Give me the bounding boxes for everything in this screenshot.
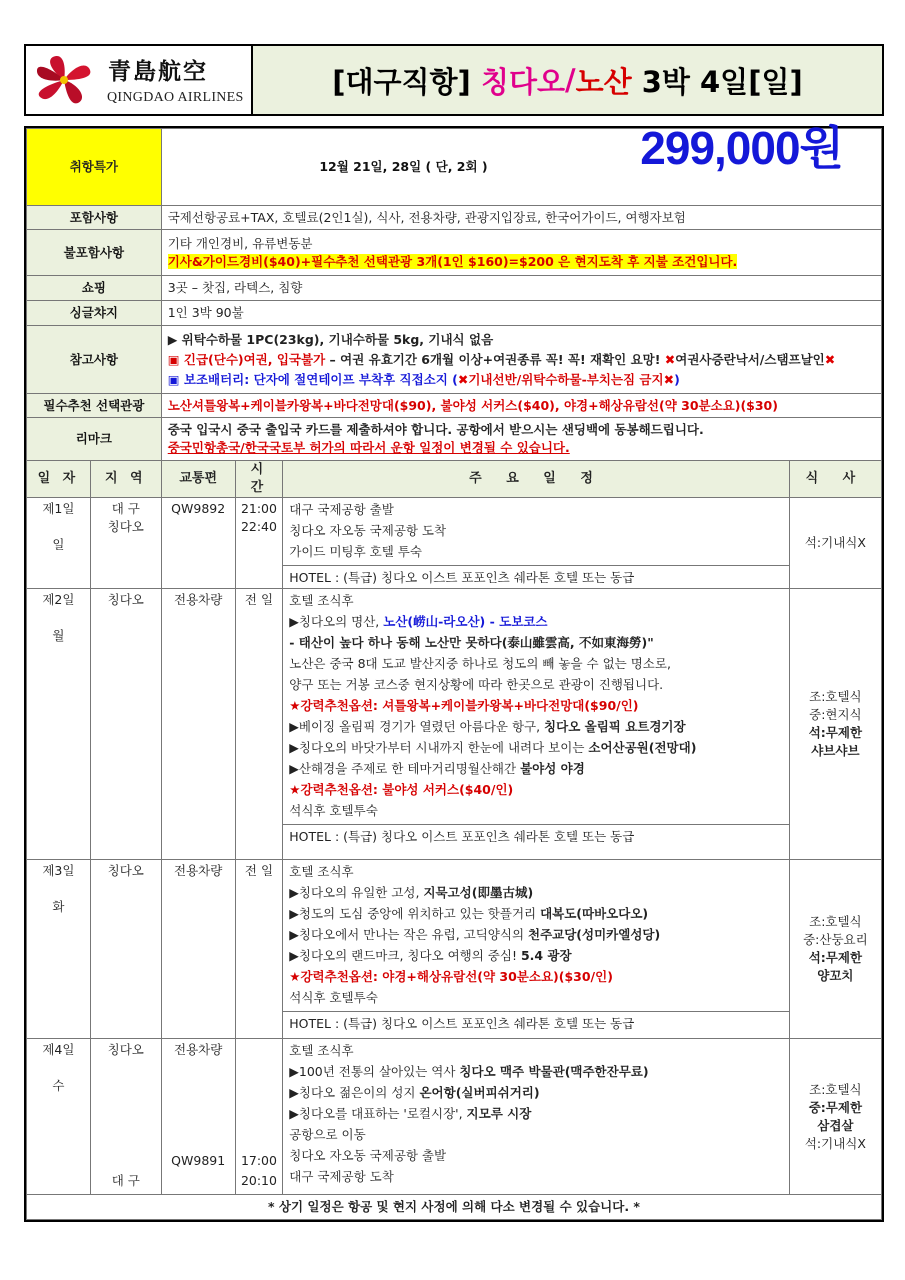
transport-type: 전용차량 bbox=[174, 1042, 223, 1057]
schedule-line bbox=[289, 758, 783, 779]
hotel-line: HOTEL : (특급) 칭다오 이스트 포포인츠 쉐라톤 호텔 또는 동급 bbox=[283, 824, 789, 847]
region-cell bbox=[90, 589, 161, 860]
day-cell bbox=[27, 860, 91, 1039]
schedule-highlight: 소어산공원(전망대) bbox=[588, 740, 697, 755]
time-value: 전 일 bbox=[244, 863, 274, 878]
depart-time: 21:00 bbox=[240, 501, 277, 516]
schedule-text: ▶칭다오의 명산, bbox=[289, 614, 384, 629]
schedule-text: ▶칭다오에서 만나는 작은 유럽, 고딕양식의 bbox=[289, 927, 528, 942]
schedule-line bbox=[289, 1103, 783, 1124]
title-suffix: 3박 4일[일] bbox=[641, 64, 803, 99]
meal-lunch: 중:현지식 bbox=[809, 707, 862, 722]
flower-logo-icon bbox=[34, 54, 94, 106]
remark-label: 리마크 bbox=[27, 418, 162, 461]
schedule-line: 가이드 미팅후 호텔 투숙 bbox=[289, 544, 422, 559]
meal-breakfast: 조:호텔식 bbox=[809, 914, 862, 929]
remark-line1: 중국 입국시 중국 출입국 카드를 제출하셔야 합니다. 공항에서 받으시는 샌딩백에 동봉해드립니다. bbox=[167, 422, 704, 437]
meal-lunch: 중:산둥요리 bbox=[803, 932, 868, 947]
header bbox=[24, 44, 884, 116]
logo-english-text: QINGDAO AIRLINES bbox=[107, 90, 244, 105]
arrive-time: 22:40 bbox=[240, 519, 277, 534]
option-line: ★강력추천옵션: 불야성 서커스($40/인) bbox=[289, 782, 514, 797]
day-number: 제3일 bbox=[42, 863, 75, 878]
shopping-text: 3곳 – 찻집, 라텍스, 침향 bbox=[161, 276, 881, 301]
notes-line3-warning: 기내선반/위탁수하물-부치는짐 금지 bbox=[468, 371, 664, 387]
schedule-line bbox=[289, 716, 783, 737]
optional-tour-row bbox=[27, 394, 882, 418]
x-mark-icon: ✖ bbox=[664, 351, 676, 367]
title-slash: / bbox=[564, 63, 576, 97]
schedule-line: 석식후 호텔투숙 bbox=[289, 990, 378, 1005]
single-charge-label: 싱글챠지 bbox=[27, 301, 162, 326]
notes-line3 bbox=[168, 370, 875, 390]
meal-cell bbox=[789, 1039, 881, 1195]
day-cell bbox=[27, 1039, 91, 1195]
x-mark-icon: ✖ bbox=[457, 371, 469, 387]
schedule-highlight: 지모루 시장 bbox=[466, 1106, 532, 1121]
day-number: 제1일 bbox=[42, 501, 75, 516]
exclude-row bbox=[27, 230, 882, 276]
schedule-header-row bbox=[27, 461, 882, 498]
transport-type: 전용차량 bbox=[174, 863, 223, 878]
option-line: ★강력추천옵션: 셔틀왕복+케이블카왕복+바다전망대($90/인) bbox=[289, 698, 639, 713]
schedule-highlight: 노산(崂山-라오산) - 도보코스 bbox=[383, 614, 548, 629]
meal-lunch-detail: 삼겹살 bbox=[817, 1117, 854, 1133]
flight-number: QW9891 bbox=[171, 1153, 226, 1168]
schedule-text: ▶칭다오의 바닷가부터 시내까지 한눈에 내려다 보이는 bbox=[289, 740, 589, 755]
schedule-cell bbox=[283, 498, 790, 589]
schedule-cell bbox=[283, 860, 790, 1039]
day-weekday: 수 bbox=[52, 1078, 65, 1093]
page-title bbox=[253, 46, 882, 114]
remark-cell bbox=[161, 418, 881, 461]
meal-cell bbox=[789, 498, 881, 589]
shopping-row bbox=[27, 276, 882, 301]
schedule-line bbox=[289, 903, 783, 924]
schedule-line: 대구 국제공항 출발 bbox=[289, 502, 394, 517]
schedule-text: ▶칭다오 젊은이의 성지 bbox=[289, 1085, 420, 1100]
notes-line2-warning: ▣ 긴급(단수)여권, 입국불가 bbox=[167, 351, 326, 367]
day-number: 제4일 bbox=[42, 1042, 75, 1057]
time-value: 전 일 bbox=[244, 592, 274, 607]
region-name: 칭다오 bbox=[107, 592, 144, 607]
day-cell bbox=[27, 498, 91, 589]
exclude-line2: 기사&가이드경비($40)+필수추천 선택관광 3개(1인 $160)=$200 은 현지도착 후 지불 조건입니다. bbox=[167, 253, 738, 269]
col-schedule: 주 요 일 정 bbox=[283, 461, 790, 498]
flight-number: QW9892 bbox=[171, 501, 226, 516]
day-row-2 bbox=[27, 589, 882, 860]
meal-dinner: 석:무제한 bbox=[808, 725, 863, 740]
airline-logo bbox=[26, 46, 253, 114]
meal-lunch: 중:무제한 bbox=[808, 1099, 863, 1115]
schedule-line: 대구 국제공항 도착 bbox=[289, 1169, 394, 1184]
notes-line3-close: ) bbox=[674, 371, 680, 387]
schedule-line: 공항으로 이동 bbox=[289, 1127, 366, 1142]
special-row bbox=[27, 129, 882, 206]
schedule-line: 칭다오 자오동 국제공항 출발 bbox=[289, 1148, 447, 1163]
special-dates: 12월 21일, 28일 ( 단, 2회 ) bbox=[161, 129, 789, 206]
transport-cell bbox=[161, 498, 235, 589]
x-mark-icon: ✖ bbox=[663, 371, 675, 387]
special-price-cell bbox=[640, 122, 881, 206]
meal-dinner-detail: 양꼬치 bbox=[817, 968, 854, 983]
notes-line2-text: – 여권 유효기간 6개월 이상+여권종류 꼭! 꼭! 재확인 요망! bbox=[325, 351, 665, 367]
schedule-text: ▶칭다오를 대표하는 '로컬시장', bbox=[289, 1106, 467, 1121]
schedule-highlight: 5.4 광장 bbox=[520, 948, 572, 963]
schedule-text: ▶칭다오의 유일한 고성, bbox=[289, 885, 424, 900]
region-from: 대 구 bbox=[111, 501, 140, 516]
transport-cell bbox=[161, 860, 235, 1039]
notes-line2 bbox=[168, 350, 875, 370]
time-cell bbox=[235, 1039, 283, 1195]
day-weekday: 화 bbox=[52, 899, 65, 914]
special-price: 299,000원 bbox=[640, 122, 843, 174]
col-region: 지 역 bbox=[90, 461, 161, 498]
region-cell bbox=[90, 1039, 161, 1195]
day-number: 제2일 bbox=[42, 592, 75, 607]
exclude-line1: 기타 개인경비, 유류변동분 bbox=[167, 235, 313, 251]
single-charge-row bbox=[27, 301, 882, 326]
schedule-highlight: 불야성 야경 bbox=[520, 761, 585, 776]
notes-row bbox=[27, 326, 882, 394]
schedule-line: - 태산이 높다 하나 동해 노산만 못하다(泰山雖雲高, 不如東海勞)" bbox=[289, 635, 654, 650]
schedule-highlight: 칭다오 올림픽 요트경기장 bbox=[544, 719, 686, 734]
hotel-line: HOTEL : (특급) 칭다오 이스트 포포인츠 쉐라톤 호텔 또는 동급 bbox=[283, 1011, 789, 1034]
schedule-line: 칭다오 자오동 국제공항 도착 bbox=[289, 523, 447, 538]
schedule-text: ▶베이징 올림픽 경기가 열렸던 아름다운 항구, bbox=[289, 719, 545, 734]
time-cell bbox=[235, 589, 283, 860]
schedule-text: ▶100년 전통의 살아있는 역사 bbox=[289, 1064, 460, 1079]
day-row-4 bbox=[27, 1039, 882, 1195]
region-cell bbox=[90, 498, 161, 589]
transport-type: 전용차량 bbox=[174, 592, 223, 607]
notes-line1: ▶ 위탁수하물 1PC(23kg), 기내수하물 5kg, 기내식 없음 bbox=[167, 331, 494, 347]
arrive-time: 20:10 bbox=[240, 1173, 277, 1188]
include-text: 국제선항공료+TAX, 호텔료(2인1실), 식사, 전용차량, 관광지입장료, 한국어가이드, 여행자보험 bbox=[161, 206, 881, 230]
schedule-line: 양구 또는 거봉 코스중 현지상황에 따라 한곳으로 관광이 진행됩니다. bbox=[289, 677, 664, 692]
day-row-3 bbox=[27, 860, 882, 1039]
hotel-line: HOTEL : (특급) 칭다오 이스트 포포인츠 쉐라톤 호텔 또는 동급 bbox=[283, 565, 789, 588]
include-row bbox=[27, 206, 882, 230]
footer-row bbox=[27, 1195, 882, 1220]
schedule-cell bbox=[283, 1039, 790, 1195]
region-cell bbox=[90, 860, 161, 1039]
day-weekday: 일 bbox=[52, 537, 65, 552]
exclude-label: 불포함사항 bbox=[27, 230, 162, 276]
transport-cell bbox=[161, 1039, 235, 1195]
title-city2: 노산 bbox=[575, 64, 632, 99]
notes-line2-tail: 여권사증란낙서/스탬프날인 bbox=[675, 351, 825, 367]
schedule-highlight: 대복도(따바오다오) bbox=[540, 906, 649, 921]
col-meal: 식 사 bbox=[789, 461, 881, 498]
schedule-text: ▶산해경을 주제로 한 테마거리명월산해간 bbox=[289, 761, 521, 776]
schedule-line bbox=[289, 1061, 783, 1082]
schedule-line bbox=[289, 611, 783, 632]
time-cell bbox=[235, 860, 283, 1039]
schedule-line: 호텔 조식후 bbox=[289, 1043, 354, 1058]
meal-dinner: 석:기내식X bbox=[804, 535, 866, 550]
schedule-line: 노산은 중국 8대 도교 발산지중 하나로 청도의 빼 놓을 수 없는 명소로, bbox=[289, 656, 671, 671]
optional-tour-label: 필수추천 선택관광 bbox=[27, 394, 162, 418]
itinerary-document bbox=[24, 122, 884, 1222]
single-charge-text: 1인 3박 90불 bbox=[161, 301, 881, 326]
schedule-line bbox=[289, 1082, 783, 1103]
meal-dinner: 석:기내식X bbox=[804, 1135, 866, 1151]
schedule-text: ▶칭다오의 랜드마크, 칭다오 여행의 중심! bbox=[289, 948, 521, 963]
notes-line3-text: ▣ 보조배터리: 단자에 절연테이프 부착후 직접소지 ( bbox=[167, 371, 458, 387]
remark-line2: 중국민항총국/한국국토부 허가의 따라서 운항 일정이 변경될 수 있습니다. bbox=[167, 440, 570, 455]
remark-row bbox=[27, 418, 882, 461]
include-label: 포함사항 bbox=[27, 206, 162, 230]
exclude-cell bbox=[161, 230, 881, 276]
col-time: 시 간 bbox=[235, 461, 283, 498]
time-cell bbox=[235, 498, 283, 589]
schedule-line: 호텔 조식후 bbox=[289, 864, 354, 879]
title-prefix: [대구직항] bbox=[332, 64, 471, 99]
schedule-line bbox=[289, 882, 783, 903]
transport-cell bbox=[161, 589, 235, 860]
option-line: ★강력추천옵션: 야경+해상유람선(약 30분소요)($30/인) bbox=[289, 969, 613, 984]
footer-note: * 상기 일정은 항공 및 현지 사정에 의해 다소 변경될 수 있습니다. * bbox=[27, 1195, 882, 1220]
depart-time: 17:00 bbox=[240, 1153, 277, 1168]
schedule-highlight: 온어항(실버피쉬거리) bbox=[419, 1085, 540, 1100]
day-weekday: 월 bbox=[52, 628, 65, 643]
meal-cell bbox=[789, 860, 881, 1039]
schedule-line: 석식후 호텔투숙 bbox=[289, 803, 378, 818]
schedule-text: ▶청도의 도심 중앙에 위치하고 있는 핫플거리 bbox=[289, 906, 541, 921]
meal-breakfast: 조:호텔식 bbox=[809, 1081, 862, 1097]
special-label: 취항특가 bbox=[27, 129, 162, 206]
title-city1: 칭다오 bbox=[480, 64, 565, 99]
meal-cell bbox=[789, 589, 881, 860]
schedule-highlight: 칭다오 맥주 박물관(맥주한잔무료) bbox=[459, 1064, 649, 1079]
col-transport: 교통편 bbox=[161, 461, 235, 498]
schedule-highlight: 천주교당(성미카엘성당) bbox=[528, 927, 661, 942]
logo-chinese-text: 青島航空 bbox=[108, 58, 208, 85]
region-to: 대 구 bbox=[111, 1173, 140, 1188]
region-to: 칭다오 bbox=[107, 519, 144, 534]
col-day: 일 자 bbox=[27, 461, 91, 498]
meal-dinner: 석:무제한 bbox=[808, 950, 863, 965]
meal-breakfast: 조:호텔식 bbox=[809, 689, 862, 704]
region-name: 칭다오 bbox=[107, 863, 144, 878]
notes-label: 참고사항 bbox=[27, 326, 162, 394]
schedule-line: 호텔 조식후 bbox=[289, 593, 354, 608]
schedule-cell bbox=[283, 589, 790, 860]
schedule-line bbox=[289, 924, 783, 945]
schedule-line bbox=[289, 737, 783, 758]
meal-dinner-detail: 샤브샤브 bbox=[811, 743, 860, 758]
schedule-highlight: 지묵고성(即墨古城) bbox=[423, 885, 534, 900]
x-mark-icon: ✖ bbox=[824, 351, 836, 367]
day-cell bbox=[27, 589, 91, 860]
shopping-label: 쇼핑 bbox=[27, 276, 162, 301]
notes-cell bbox=[161, 326, 881, 394]
optional-tour-text: 노산셔틀왕복+케이블카왕복+바다전망대($90), 불야성 서커스($40), 야경+해상유람선(약 30분소요)($30) bbox=[161, 394, 881, 418]
day-row-1 bbox=[27, 498, 882, 589]
schedule-line bbox=[289, 945, 783, 966]
region-from: 칭다오 bbox=[107, 1042, 144, 1057]
